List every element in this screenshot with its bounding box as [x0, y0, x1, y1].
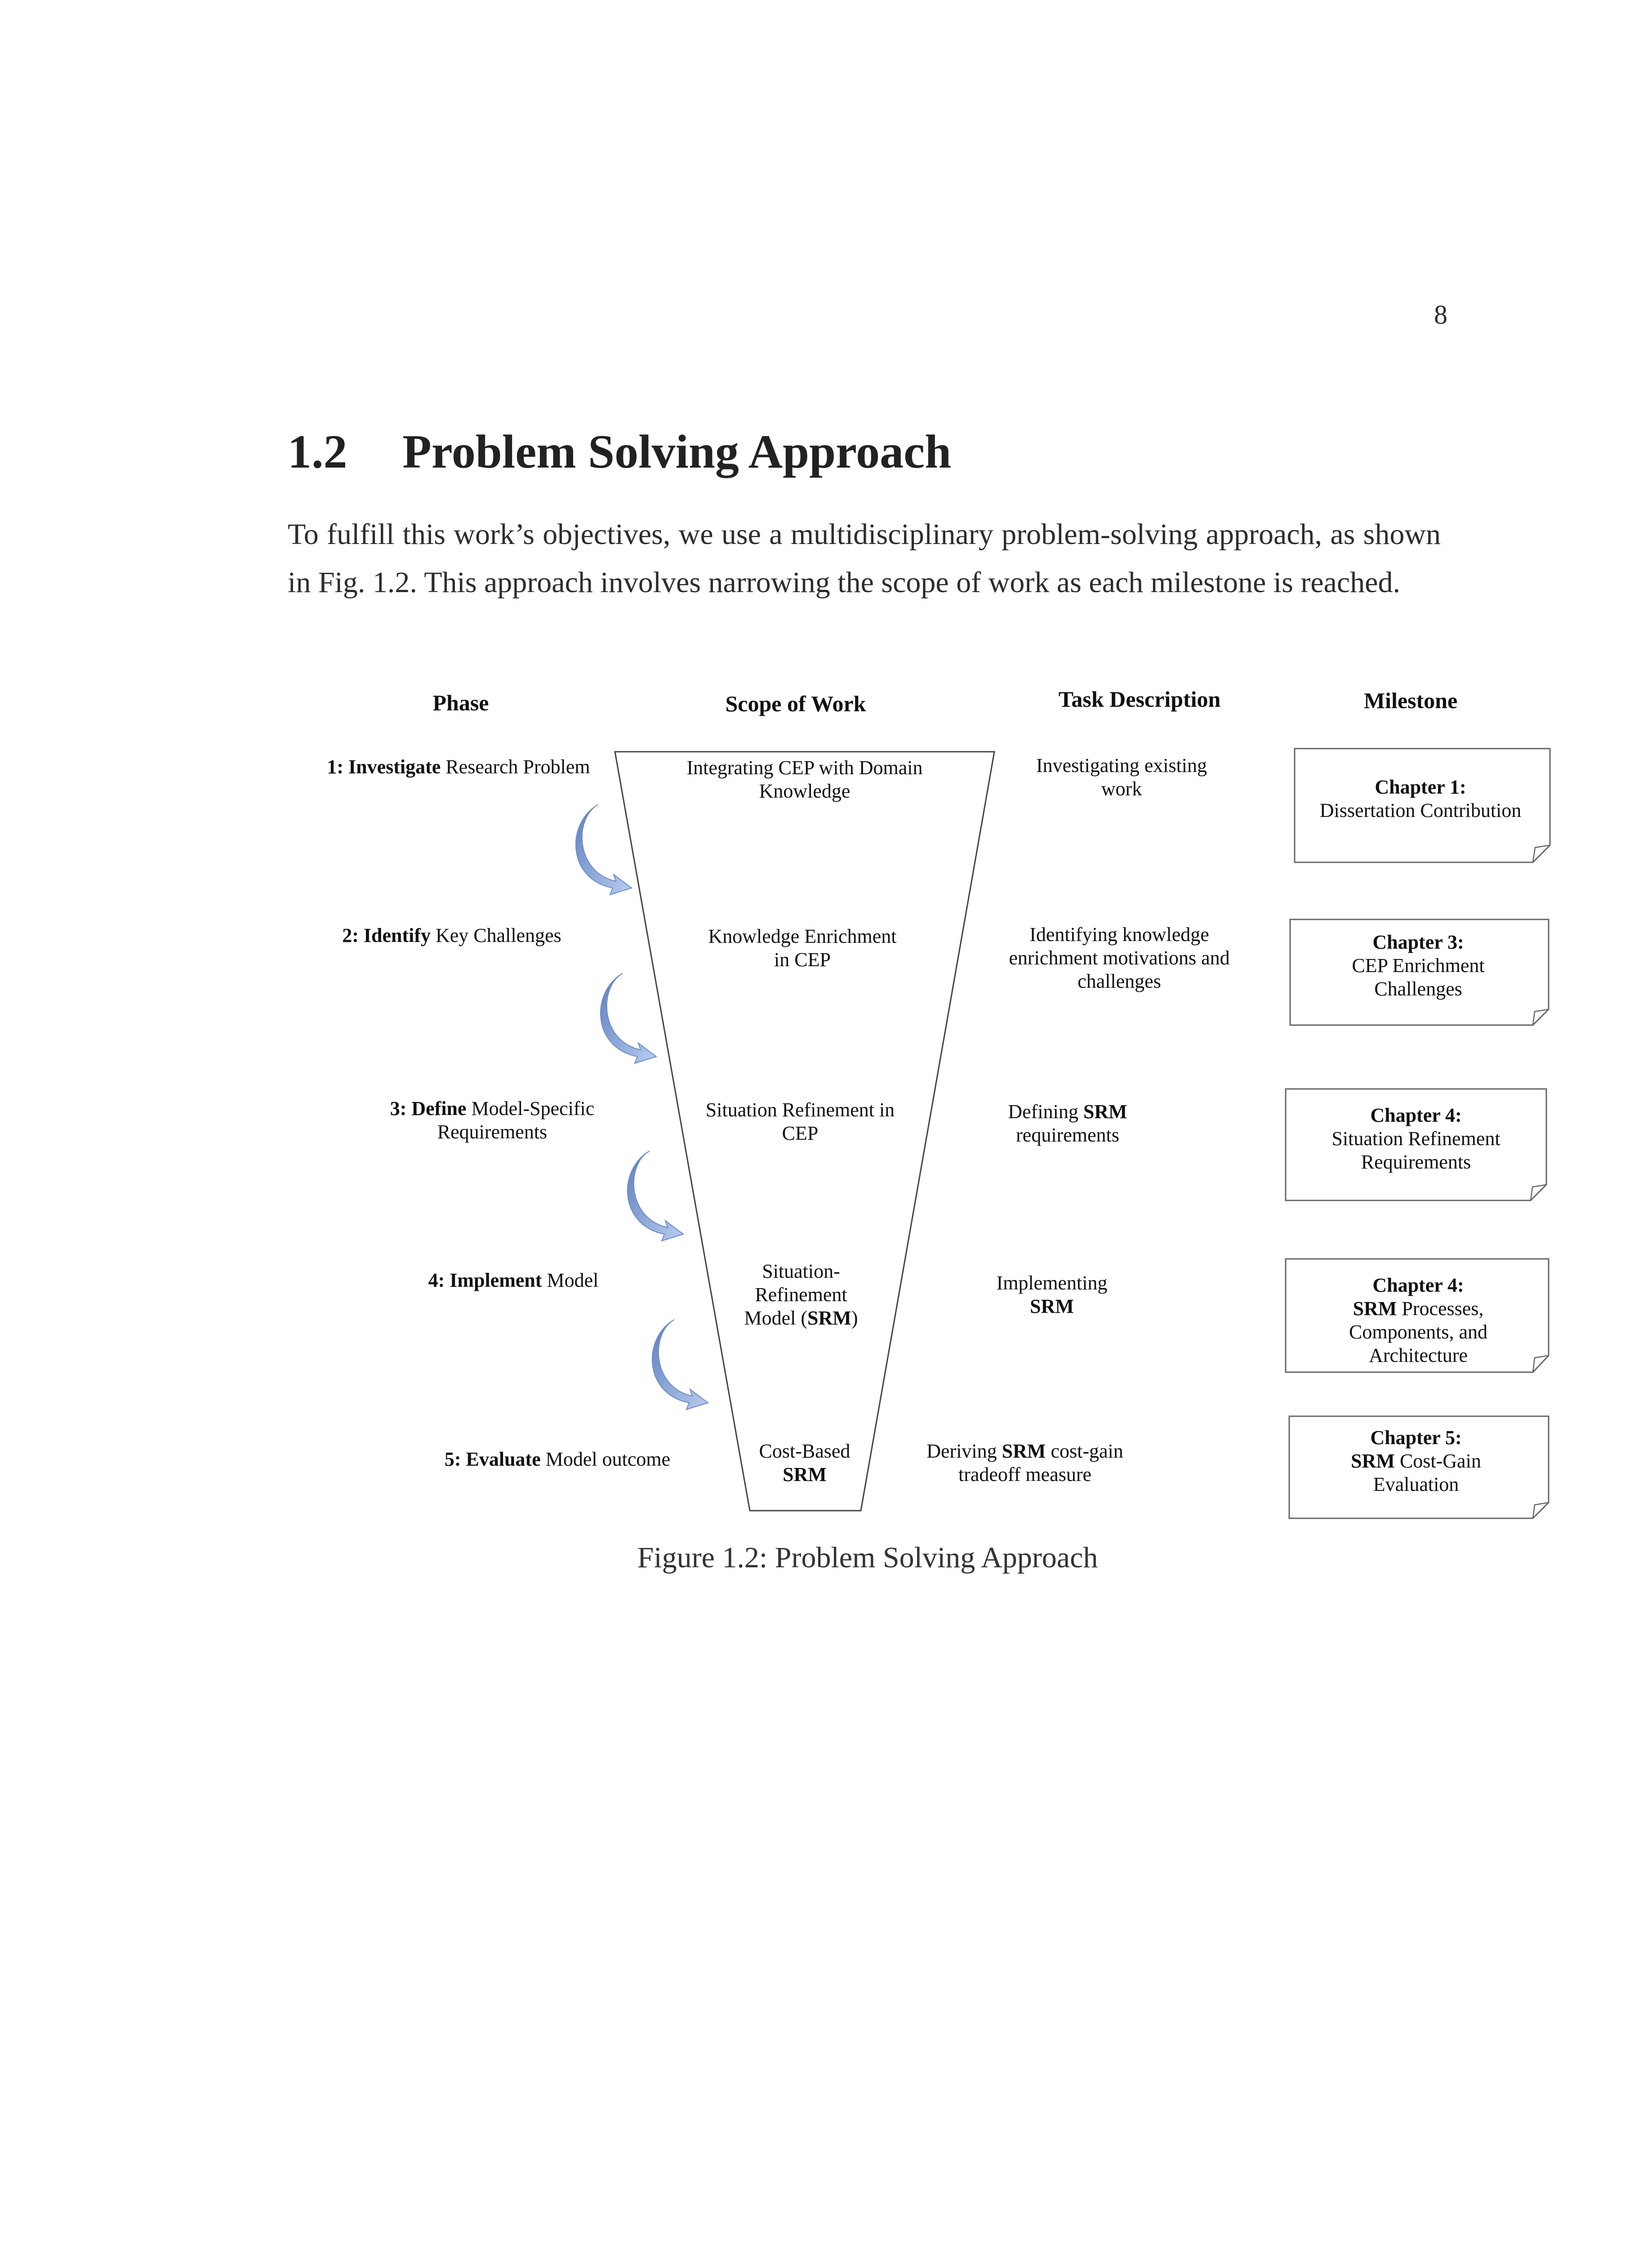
scope-text: Refinement	[755, 1284, 847, 1306]
task-text-part: Deriving	[926, 1440, 1002, 1462]
task-text	[1078, 970, 1161, 992]
scope-text: Integrating CEP with Domain	[686, 757, 923, 779]
task-text-part: Defining	[1008, 1101, 1083, 1123]
milestone-text-part: Cost-Gain	[1394, 1450, 1481, 1472]
task-text-part: enrichment motivations and	[1009, 947, 1230, 969]
phase-keyword: 1: Investigate	[327, 756, 441, 778]
milestone-text-part: Dissertation Contribution	[1319, 799, 1522, 821]
curved-arrow-icon	[576, 805, 632, 895]
phase-label-1	[327, 756, 590, 778]
task-text-part: Implementing	[996, 1272, 1108, 1294]
phase-text: Research Problem	[441, 756, 590, 778]
header-task-description: Task Description	[1058, 687, 1221, 712]
phase-text: Model	[542, 1269, 599, 1291]
milestone-text	[1349, 1321, 1487, 1343]
phase-keyword: 2: Identify	[342, 924, 431, 946]
phase-label-5	[445, 1448, 670, 1470]
phase-keyword: 3: Define	[390, 1097, 467, 1120]
scope-text: Cost-Based	[759, 1440, 850, 1462]
task-text-part: work	[1101, 778, 1142, 800]
milestone-title-3: Chapter 4:	[1370, 1104, 1462, 1126]
phase-text: Key Challenges	[430, 924, 561, 946]
srm-acronym: SRM	[1353, 1298, 1397, 1320]
task-text	[1016, 1124, 1119, 1146]
task-text	[926, 1440, 1123, 1462]
scope-text: Situation-	[762, 1260, 840, 1282]
srm-acronym: SRM	[807, 1307, 851, 1329]
milestone-text-part: Situation Refinement	[1331, 1128, 1501, 1150]
header-scope-of-work: Scope of Work	[725, 691, 866, 716]
milestone-title-2: Chapter 3:	[1372, 931, 1464, 953]
scope-text: CEP	[782, 1122, 819, 1144]
milestone-text	[1320, 799, 1522, 821]
task-text-part: requirements	[1016, 1124, 1119, 1146]
section-title: Problem Solving Approach	[402, 425, 952, 478]
milestone-text-part: Evaluation	[1373, 1473, 1459, 1495]
intro-paragraph: To fulfill this work’s objectives, we use a multidisciplinary problem-solving approach, as shown in Fig. 1.2. This approach involves narrowing the scope of work as each milestone is reached.	[288, 518, 1441, 599]
scope-text-part: Model (	[744, 1307, 808, 1329]
srm-acronym: SRM	[1083, 1101, 1127, 1123]
scope-text: Situation Refinement in	[705, 1099, 895, 1121]
milestone-text-part: Architecture	[1369, 1344, 1468, 1366]
milestone-text-part: Challenges	[1374, 978, 1462, 1000]
task-text	[1009, 947, 1229, 969]
milestone-text	[1353, 1298, 1484, 1320]
scope-text: in CEP	[774, 949, 831, 971]
srm-acronym: SRM	[1351, 1450, 1395, 1472]
milestone-title-5: Chapter 5:	[1370, 1427, 1462, 1449]
milestone-title-1: Chapter 1:	[1375, 776, 1466, 798]
milestone-text	[1373, 1473, 1459, 1495]
phase-text: Model-Specific	[466, 1097, 595, 1120]
milestone-text	[1369, 1344, 1468, 1366]
task-text-part: challenges	[1078, 970, 1161, 992]
curved-arrow-icon	[601, 973, 656, 1063]
milestone-text	[1351, 1450, 1481, 1472]
milestone-text-part: Requirements	[1361, 1151, 1471, 1173]
milestone-text	[1352, 955, 1484, 977]
srm-acronym: SRM	[1030, 1295, 1074, 1317]
phase-label-4	[428, 1269, 599, 1291]
task-text-part: cost-gain	[1046, 1440, 1123, 1462]
task-text-part: Identifying knowledge	[1029, 923, 1209, 946]
scope-text: Knowledge	[759, 780, 850, 802]
scope-text: Knowledge Enrichment	[708, 925, 897, 947]
srm-acronym: SRM	[1002, 1440, 1046, 1462]
phase-keyword: 5: Evaluate	[444, 1448, 541, 1470]
header-phase: Phase	[432, 690, 489, 715]
phase-keyword: 4: Implement	[428, 1269, 542, 1291]
figure-caption: Figure 1.2: Problem Solving Approach	[637, 1541, 1098, 1574]
scope-text	[744, 1307, 858, 1329]
task-text	[1101, 778, 1142, 800]
task-text	[1008, 1101, 1127, 1123]
milestone-text	[1331, 1128, 1500, 1150]
phase-text: Model outcome	[540, 1448, 671, 1470]
srm-acronym: SRM	[783, 1463, 827, 1485]
curved-arrow-icon	[652, 1320, 708, 1409]
curved-arrow-icon	[628, 1151, 683, 1241]
page-number: 8	[1434, 300, 1447, 330]
task-text	[997, 1272, 1108, 1294]
phase-arrows	[576, 805, 708, 1409]
task-text	[958, 1463, 1091, 1485]
phase-label-3	[390, 1097, 595, 1120]
milestone-text	[1374, 978, 1462, 1000]
milestone-text-part: Processes,	[1397, 1298, 1484, 1320]
task-text	[1029, 923, 1209, 946]
section-number: 1.2	[288, 425, 347, 478]
milestone-title-4: Chapter 4:	[1372, 1274, 1464, 1296]
task-text-part: Investigating existing	[1036, 754, 1207, 776]
task-text	[1030, 1295, 1074, 1317]
milestone-text-part: CEP Enrichment	[1352, 955, 1485, 977]
header-milestone: Milestone	[1363, 688, 1458, 713]
task-text	[1036, 754, 1207, 776]
phase-label-line2: Requirements	[437, 1121, 548, 1143]
task-text-part: tradeoff measure	[958, 1463, 1092, 1485]
scope-text	[783, 1463, 827, 1485]
milestone-text-part: Components, and	[1349, 1321, 1487, 1343]
phase-label-2	[342, 924, 561, 946]
scope-text-part: )	[851, 1307, 858, 1329]
milestone-text	[1361, 1151, 1471, 1173]
